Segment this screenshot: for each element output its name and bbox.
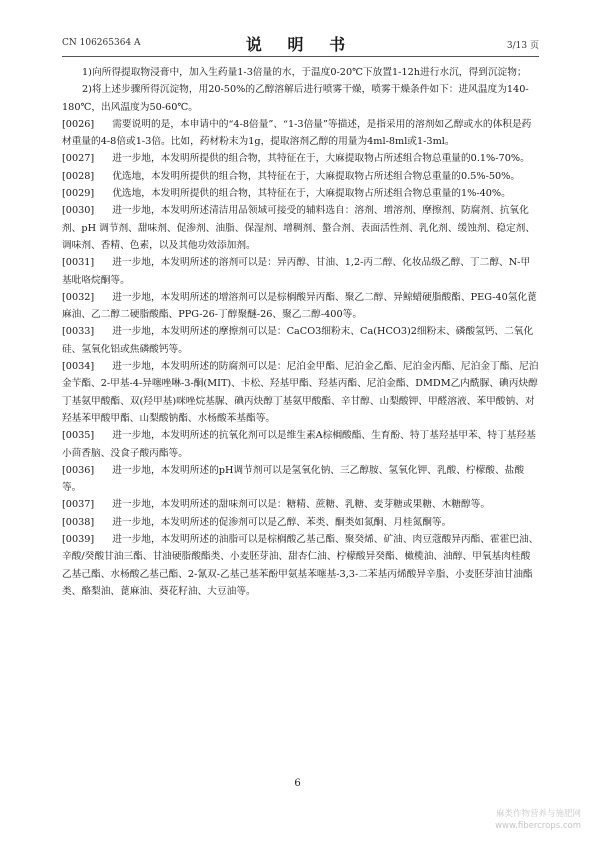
- paragraph: [62, 462, 539, 497]
- paragraph-text: 进一步地，本发明所述的摩擦剂可以是：CaCO3细粉末、Ca(HCO3)2细粉末、磷酸氢钙、二氧化硅、氢氧化铝或焦磷酸钙等。: [62, 326, 534, 355]
- paragraph: [62, 81, 539, 116]
- document-title: 说 明 书: [245, 35, 356, 54]
- paragraph-text: 进一步地，本发明所述的防腐剂可以是：尼泊金甲酯、尼泊金乙酯、尼泊金丙酯、尼泊金丁酯、尼泊金苄酯、2-甲基-4-异噻唑啉-3-酮(MIT)、卡松、羟基甲酯、羟基丙酯、尼泊金酯、DMDM乙内酰脲、碘丙炔醇丁基氨甲酸酯、双(羟甲基)咪唑烷基脲、碘丙炔醇丁基氨甲酸酯、辛甘醇、山梨酸钾、甲醛溶液、苯甲酸钠、对羟基苯甲酸甲酯、山梨酸钠酯、水杨酸苯基酯等。: [62, 361, 539, 424]
- paragraph: [62, 289, 539, 324]
- watermark-line2: www.fibercrops.com: [495, 821, 581, 831]
- paragraph-text: 进一步地，本发明所述的油脂可以是棕榈酸乙基己酯、聚癸烯、矿油、肉豆蔻酸异丙酯、霍霍巴油、辛酸/癸酸甘油三酯、甘油硬脂酸酯类、小麦胚芽油、甜杏仁油、柠檬酸异癸酯、橄榄油、油醇、甲氧基肉桂酸乙基己酯、水杨酸乙基己酯、2-氰双-乙基己基苯酚甲氨基苯噻基-3,3-二苯基丙烯酸异辛脂、小麦胚芽油甘油酯类、酪梨油、蓖麻油、葵花籽油、大豆油等。: [62, 534, 539, 597]
- patent-number: CN 106265364 A: [62, 38, 141, 48]
- paragraph: [62, 514, 539, 531]
- paragraph-text: 1)向所得提取物浸膏中，加入生药量1-3倍量的水，于温度0-20℃下放置1-12h进行水沉，得到沉淀物；: [82, 67, 527, 78]
- paragraph-number: [0026]: [62, 118, 95, 130]
- document-body: [62, 64, 539, 600]
- paragraph-number: [0035]: [62, 430, 95, 442]
- page-info: 3/13 页: [506, 41, 539, 51]
- watermark: [495, 808, 581, 832]
- paragraph-text: 进一步地，本发明所述的溶剂可以是：异丙醇、甘油、1,2-丙二醇、化妆品级乙醇、丁二醇、N-甲基吡咯烷酮等。: [62, 257, 531, 286]
- paragraph-text: 进一步地，本发明所述清洁用品领域可接受的辅料选自：溶剂、增溶剂、摩擦剂、防腐剂、抗氧化剂、pH 调节剂、甜味剂、促渗剂、油脂、保湿剂、增稠剂、螯合剂、表面活性剂、乳化剂、缓蚀剂、稳定剂、调味剂、香精、色素，以及其他功效添加剂。: [62, 205, 536, 251]
- paragraph-number: [0033]: [62, 326, 95, 338]
- page-number: 6: [294, 778, 301, 789]
- paragraph-text: 进一步地，本发明所述的抗氧化剂可以是维生素A棕榈酸酯、生育酚、特丁基羟基甲苯、特丁基羟基小茴香脑、没食子酸丙酯等。: [62, 430, 536, 459]
- header-rule: [62, 56, 539, 57]
- paragraph-text: 需要说明的是，本申请中的“4-8倍量”、“1-3倍量”等描述，是指采用的溶剂如乙醇或水的体积是药材重量的4-8倍或1-3倍。比如，药材粉末为1g，提取溶剂乙醇的用量为4ml-8ml或1-3ml。: [62, 118, 532, 148]
- paragraph-text: 优选地，本发明所提供的组合物，其特征在于，大麻提取物占所述组合物总重量的0.5%-50%。: [112, 170, 521, 182]
- page-header: [62, 30, 539, 54]
- paragraph: [62, 358, 539, 427]
- paragraph: [62, 496, 539, 513]
- paragraph: [62, 254, 539, 289]
- paragraph-text: 优选地，本发明所提供的组合物，其特征在于，大麻提取物占所述组合物总重量的1%-40%。: [112, 188, 511, 200]
- paragraph-number: [0038]: [62, 516, 95, 528]
- paragraph: [62, 427, 539, 462]
- paragraph-number: [0030]: [62, 205, 95, 217]
- paragraph-text: 进一步地，本发明所述的甜味剂可以是：糖精、蔗糖、乳糖、麦芽糖或果糖、木糖醇等。: [112, 499, 491, 511]
- paragraph-number: [0039]: [62, 534, 95, 546]
- paragraph-number: [0028]: [62, 170, 95, 182]
- paragraph-number: [0034]: [62, 361, 95, 373]
- paragraph-number: [0027]: [62, 153, 95, 165]
- paragraph-number: [0037]: [62, 499, 95, 511]
- paragraph-number: [0036]: [62, 464, 95, 476]
- paragraph: [62, 168, 539, 185]
- paragraph-text: 进一步地，本发明所提供的组合物，其特征在于，大麻提取物占所述组合物总重量的0.1%-70%。: [112, 153, 530, 165]
- paragraph: [62, 185, 539, 202]
- paragraph-number: [0031]: [62, 257, 95, 269]
- paragraph-number: [0029]: [62, 188, 95, 200]
- paragraph-text: 进一步地，本发明所述的促渗剂可以是乙醇、苯类、酮类如氮酮、月桂氮酮等。: [112, 516, 452, 528]
- watermark-line1: 麻类作物营养与施肥网: [495, 809, 581, 819]
- paragraph: [62, 531, 539, 600]
- paragraph: [62, 150, 539, 167]
- paragraph-text: 2)将上述步骤所得沉淀物，用20-50%的乙醇溶解后进行喷雾干燥，喷雾干燥条件如下：进风温度为140-180℃，出风温度为50-60℃。: [62, 84, 529, 113]
- paragraph: [62, 64, 539, 81]
- paragraph-text: 进一步地，本发明所述的pH调节剂可以是氢氧化钠、三乙醇胺、氢氧化钾、乳酸、柠檬酸、盐酸等。: [62, 464, 525, 494]
- paragraph: [62, 323, 539, 358]
- paragraph-text: 进一步地，本发明所述的增溶剂可以是棕榈酸异丙酯、聚乙二醇、异鲸蜡硬脂酸酯、PEG-40氢化蓖麻油、乙二醇二硬脂酸酯、PPG-26-丁醇聚醚-26、聚乙二醇-400等。: [62, 291, 537, 321]
- paragraph: [62, 202, 539, 254]
- paragraph: [62, 116, 539, 151]
- paragraph-number: [0032]: [62, 291, 95, 303]
